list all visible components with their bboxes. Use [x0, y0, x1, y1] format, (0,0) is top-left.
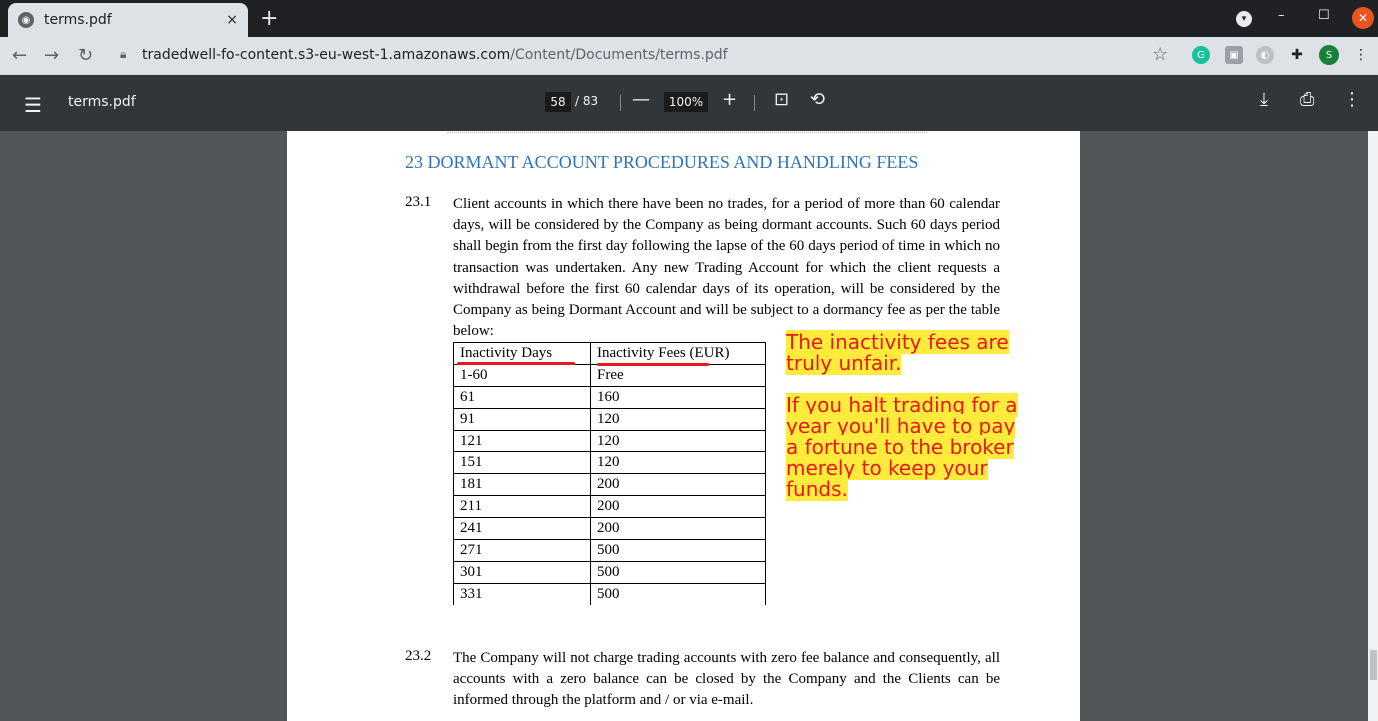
annotation-note: [786, 332, 1026, 374]
divider: [620, 95, 621, 111]
table-cell: 91: [454, 408, 591, 430]
table-row: [454, 474, 766, 496]
new-tab-button[interactable]: +: [260, 6, 279, 31]
back-icon[interactable]: ←: [12, 45, 28, 66]
pdf-viewer[interactable]: [0, 131, 1368, 721]
table-row: [454, 540, 766, 562]
section-heading: 23 DORMANT ACCOUNT PROCEDURES AND HANDLING FEES: [405, 152, 919, 172]
profile-icon[interactable]: S: [1319, 45, 1339, 65]
address-bar: [0, 37, 1378, 75]
red-underline-mark: [457, 362, 575, 365]
reload-icon[interactable]: ↻: [78, 45, 94, 66]
table-cell: 500: [591, 540, 766, 562]
table-cell: 160: [591, 386, 766, 408]
table-row: [454, 518, 766, 540]
grammarly-icon[interactable]: G: [1192, 46, 1210, 64]
annotation-line: If you halt trading for a year you'll have to pay a fortune to the broker merely to keep your funds.: [786, 393, 1018, 501]
tab-search-icon[interactable]: ▾: [1236, 11, 1252, 27]
omnibox[interactable]: [108, 41, 1178, 71]
table-row: [454, 496, 766, 518]
zoom-input[interactable]: 100%: [664, 92, 708, 112]
table-cell: 200: [591, 474, 766, 496]
table-cell: 120: [591, 408, 766, 430]
previous-text-fragment: [447, 131, 927, 133]
tab-close-button[interactable]: ×: [226, 12, 238, 28]
clause-text: Client accounts in which there have been no trades, for a period of more than 60 calendar days, will be considered by the Company as being dormant accounts. Such 60 days period shall begin from the first day following the lapse of the 60 days period of time in which no transaction was undertaken. Any new Trading Account for which the client requests a withdrawal before the first 60 calendar days of its operation, will be considered by the Company as being Dormant Account and will be subject to a dormancy fee as per the table below:: [453, 196, 1000, 340]
download-icon[interactable]: ⤓: [1260, 89, 1268, 110]
table-cell: 1-60: [454, 364, 591, 386]
table-cell: 500: [591, 561, 766, 583]
table-row: [454, 364, 766, 386]
scrollbar-thumb[interactable]: [1370, 650, 1377, 680]
star-icon[interactable]: ☆: [1152, 44, 1169, 65]
rotate-icon[interactable]: ⟲: [810, 89, 826, 110]
red-underline-mark: [597, 363, 709, 366]
table-cell: 301: [454, 561, 591, 583]
table-row: [454, 452, 766, 474]
table-cell: 241: [454, 518, 591, 540]
forward-icon[interactable]: →: [44, 45, 60, 66]
zoom-out-icon[interactable]: —: [632, 89, 650, 110]
clause-number: 23.1: [405, 194, 432, 210]
page-number-input[interactable]: 58: [545, 92, 571, 112]
annotation-line: The inactivity fees are truly unfair.: [786, 330, 1009, 375]
table-header: Inactivity Fees (EUR): [591, 343, 766, 365]
table-row: [454, 430, 766, 452]
table-cell: 331: [454, 583, 591, 605]
print-icon[interactable]: ⎙: [1300, 89, 1315, 110]
tab-strip: [0, 0, 1378, 37]
table-cell: 200: [591, 518, 766, 540]
pdf-toolbar: [0, 75, 1378, 131]
table-row: [454, 583, 766, 605]
pdf-page: [287, 131, 1080, 721]
table-cell: 271: [454, 540, 591, 562]
fees-table: [453, 342, 766, 605]
clause-text: The Company will not charge trading accounts with zero fee balance and consequently, all accounts with a zero balance can be closed by the Company and the Clients can be informed through the platform and / or via e-mail.: [453, 650, 1000, 709]
table-cell: 181: [454, 474, 591, 496]
table-row: [454, 386, 766, 408]
url-path: /Content/Documents/terms.pdf: [510, 47, 728, 63]
pdf-title: terms.pdf: [68, 94, 136, 110]
table-cell: 61: [454, 386, 591, 408]
tab-title: terms.pdf: [44, 12, 112, 28]
extension-2-icon[interactable]: ◐: [1256, 46, 1274, 64]
table-row: [454, 561, 766, 583]
url-host: tradedwell-fo-content.s3-eu-west-1.amazonaws.com: [142, 47, 511, 63]
table-cell: 211: [454, 496, 591, 518]
menu-icon[interactable]: ☰: [24, 93, 42, 117]
zoom-in-icon[interactable]: +: [722, 89, 738, 110]
table-row: [454, 408, 766, 430]
more-options-icon[interactable]: ⋮: [1343, 89, 1361, 110]
page-total: / 83: [575, 94, 599, 108]
table-cell: 500: [591, 583, 766, 605]
table-header: Inactivity Days: [454, 343, 591, 365]
kebab-menu-icon[interactable]: ⋮: [1354, 47, 1368, 63]
close-window-icon[interactable]: ✕: [1352, 7, 1374, 29]
table-cell: 120: [591, 430, 766, 452]
divider: [754, 95, 755, 111]
table-cell: 151: [454, 452, 591, 474]
table-cell: 200: [591, 496, 766, 518]
minimize-icon[interactable]: –: [1278, 8, 1285, 23]
annotation-note: [786, 395, 1026, 500]
table-cell: 120: [591, 452, 766, 474]
lock-icon[interactable]: 🔒︎: [120, 47, 127, 61]
browser-tab[interactable]: [8, 3, 248, 37]
extension-icon[interactable]: ▣: [1225, 46, 1243, 64]
table-cell: 121: [454, 430, 591, 452]
url-text[interactable]: [142, 47, 728, 63]
scrollbar[interactable]: [1368, 131, 1378, 721]
maximize-icon[interactable]: ☐: [1318, 8, 1330, 23]
clause-number: 23.2: [405, 648, 432, 664]
puzzle-icon[interactable]: ✚: [1291, 47, 1303, 63]
globe-icon: ◉: [18, 12, 34, 28]
fit-page-icon[interactable]: ⊡: [774, 89, 790, 110]
table-cell: Free: [591, 364, 766, 386]
